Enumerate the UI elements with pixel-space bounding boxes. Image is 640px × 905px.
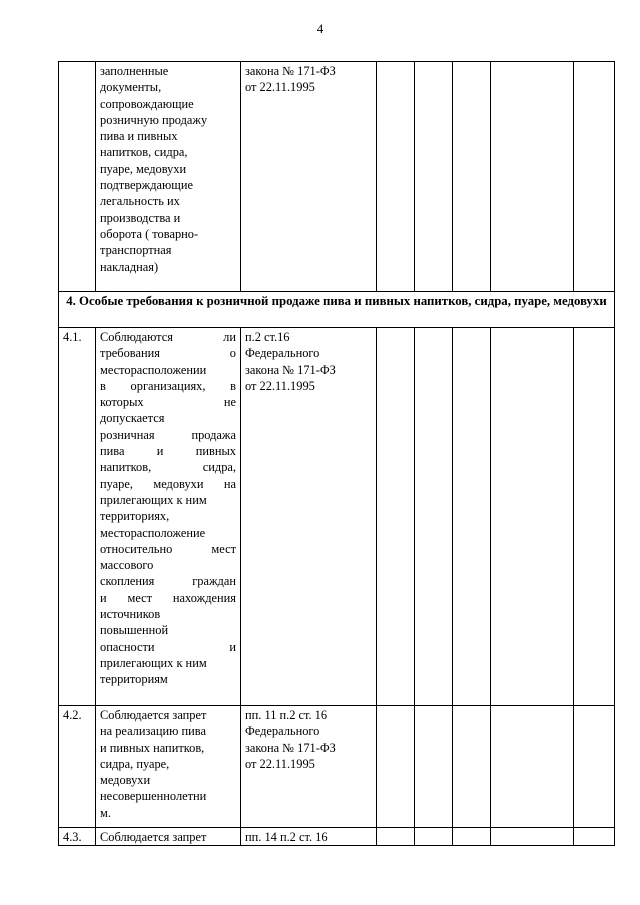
empty-cell <box>491 328 574 706</box>
text-line: Федерального <box>245 724 320 739</box>
text-line: массового <box>100 558 154 573</box>
text-line: пива и пивных <box>100 129 178 144</box>
table-row <box>59 328 615 706</box>
empty-cell <box>491 706 574 828</box>
empty-cell <box>377 828 415 846</box>
text-line: медовухи <box>100 773 151 788</box>
row-number-cell <box>59 62 96 292</box>
text-line: от 22.11.1995 <box>245 80 315 95</box>
empty-cell <box>453 828 491 846</box>
text-line: опасности и <box>100 639 236 654</box>
empty-cell <box>453 328 491 706</box>
text-line: месторасположении <box>100 362 207 377</box>
text-line: закона № 171-ФЗ <box>245 362 336 377</box>
text-line: повышенной <box>100 623 169 638</box>
text-line: Соблюдаются ли <box>100 330 236 344</box>
text-line: закона № 171-ФЗ <box>245 64 336 78</box>
table-row <box>59 62 615 292</box>
text-line: п.2 ст.16 <box>245 330 290 344</box>
legal-reference-cell <box>241 828 377 846</box>
text-line: в организациях, в <box>100 378 236 393</box>
legal-reference-cell <box>241 328 377 706</box>
text-line: допускается <box>100 411 165 426</box>
text-line: напитков, сидра, <box>100 145 188 160</box>
empty-cell <box>574 328 615 706</box>
text-line: требования о <box>100 346 236 361</box>
row-number-cell: 4.3. <box>59 828 96 846</box>
empty-cell <box>415 62 453 292</box>
empty-cell <box>453 62 491 292</box>
text-line: розничная продажа <box>100 427 236 442</box>
text-line: заполненные <box>100 64 169 78</box>
requirement-cell <box>96 62 241 292</box>
empty-cell <box>377 62 415 292</box>
text-line: прилегающих к ним <box>100 655 207 670</box>
text-line: документы, <box>100 80 162 95</box>
text-line: от 22.11.1995 <box>245 378 315 393</box>
text-line: легальность их <box>100 194 180 209</box>
text-line: пп. 14 п.2 ст. 16 <box>245 830 328 844</box>
text-line: производства и <box>100 210 181 225</box>
text-line: закона № 171-ФЗ <box>245 740 336 755</box>
text-line: пуаре, медовухи <box>100 161 187 176</box>
requirement-cell <box>96 828 241 846</box>
text-line: источников <box>100 607 161 622</box>
text-line: накладная) <box>100 259 159 274</box>
empty-cell <box>574 62 615 292</box>
text-line: относительно мест <box>100 541 236 556</box>
table-row <box>59 706 615 828</box>
requirement-cell <box>96 328 241 706</box>
page-number: 4 <box>316 21 324 36</box>
text-line: и пивных напитков, <box>100 740 205 755</box>
row-number-cell: 4.2. <box>59 706 96 828</box>
text-line: которых не <box>100 395 236 410</box>
text-line: Соблюдается запрет <box>100 708 207 722</box>
empty-cell <box>453 706 491 828</box>
text-line: розничную продажу <box>100 112 208 127</box>
empty-cell <box>574 706 615 828</box>
checklist-table <box>58 61 615 846</box>
text-line: транспортная <box>100 243 172 258</box>
section-heading: 4. Особые требования к розничной продаже пива и пивных напитков, сидра, пуаре, медовухи <box>59 292 615 328</box>
text-line: и мест нахождения <box>100 590 236 605</box>
text-line: скопления граждан <box>100 574 236 589</box>
text-line: территориях, <box>100 509 170 524</box>
section-heading-row <box>59 292 615 328</box>
empty-cell <box>377 328 415 706</box>
text-line: прилегающих к ним <box>100 492 207 507</box>
text-line: на реализацию пива <box>100 724 206 739</box>
text-line: м. <box>100 805 111 820</box>
empty-cell <box>415 328 453 706</box>
legal-reference-cell <box>241 62 377 292</box>
text-line: Соблюдается запрет <box>100 830 207 844</box>
text-line: месторасположение <box>100 525 206 540</box>
legal-reference-cell <box>241 706 377 828</box>
text-line: подтверждающие <box>100 178 193 193</box>
text-line: напитков, сидра, <box>100 460 236 475</box>
empty-cell <box>574 828 615 846</box>
text-line: оборота ( товарно- <box>100 226 199 241</box>
text-line: сопровождающие <box>100 96 194 111</box>
requirement-cell <box>96 706 241 828</box>
empty-cell <box>491 828 574 846</box>
empty-cell <box>491 62 574 292</box>
row-number-cell: 4.1. <box>59 328 96 706</box>
empty-cell <box>377 706 415 828</box>
text-line: пива и пивных <box>100 444 236 459</box>
text-line: пуаре, медовухи на <box>100 476 236 491</box>
text-line: от 22.11.1995 <box>245 756 315 771</box>
table-row <box>59 828 615 846</box>
empty-cell <box>415 828 453 846</box>
empty-cell <box>415 706 453 828</box>
text-line: территориям <box>100 672 168 687</box>
text-line: сидра, пуаре, <box>100 756 170 771</box>
text-line: пп. 11 п.2 ст. 16 <box>245 708 328 722</box>
text-line: Федерального <box>245 346 320 361</box>
text-line: несовершеннолетни <box>100 789 207 804</box>
